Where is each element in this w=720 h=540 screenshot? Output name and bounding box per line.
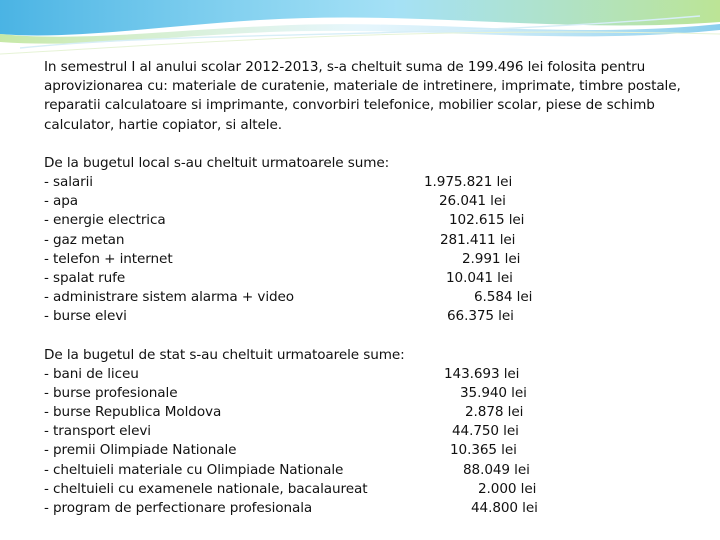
- expense-label: - premii Olimpiade Nationale: [44, 442, 237, 459]
- expense-value: 2.000 lei: [478, 480, 537, 497]
- list-item: [44, 269, 704, 288]
- expense-value: 26.041 lei: [439, 193, 506, 210]
- list-item: [44, 250, 704, 269]
- expense-value: 35.940 lei: [460, 384, 527, 401]
- expense-label: - burse profesionale: [44, 384, 178, 401]
- state-budget-list: [44, 365, 704, 519]
- expense-label: - gaz metan: [44, 231, 125, 248]
- state-budget-section: [44, 346, 704, 519]
- state-budget-title: De la bugetul de stat s-au cheltuit urmatoarele sume:: [44, 346, 405, 363]
- expense-value: 88.049 lei: [463, 461, 530, 478]
- intro-line: aprovizionarea cu: materiale de curatenie, materiale de intretinere, imprimate, timbre postale,: [44, 78, 681, 95]
- local-budget-section: [44, 154, 704, 327]
- expense-value: 102.615 lei: [449, 212, 525, 229]
- expense-label: - transport elevi: [44, 423, 151, 440]
- expense-label: - telefon + internet: [44, 250, 173, 267]
- list-item: [44, 461, 704, 480]
- list-item: [44, 441, 704, 460]
- list-item: [44, 231, 704, 250]
- expense-label: - apa: [44, 193, 79, 210]
- list-item: [44, 192, 704, 211]
- intro-line: reparatii calculatoare si imprimante, convorbiri telefonice, mobilier scolar, piese de schimb: [44, 97, 655, 114]
- expense-value: 10.041 lei: [446, 269, 513, 286]
- local-budget-title: De la bugetul local s-au cheltuit urmatoarele sume:: [44, 154, 390, 171]
- expense-value: 143.693 lei: [444, 365, 520, 382]
- list-item: [44, 211, 704, 230]
- expense-value: 44.800 lei: [471, 500, 538, 517]
- list-item: [44, 307, 704, 326]
- expense-label: - cheltuieli cu examenele nationale, bacalaureat: [44, 480, 368, 497]
- intro-line: calculator, hartie copiator, si altele.: [44, 116, 282, 133]
- list-item: [44, 173, 704, 192]
- expense-label: - burse elevi: [44, 308, 127, 325]
- list-item: [44, 422, 704, 441]
- expense-label: - cheltuieli materiale cu Olimpiade Nationale: [44, 461, 344, 478]
- local-budget-list: [44, 173, 704, 327]
- expense-label: - spalat rufe: [44, 269, 126, 286]
- intro-line: In semestrul I al anului scolar 2012-2013, s-a cheltuit suma de 199.496 lei folosita pentru: [44, 59, 646, 75]
- expense-label: - administrare sistem alarma + video: [44, 289, 295, 306]
- list-item: [44, 499, 704, 518]
- expense-value: 66.375 lei: [447, 308, 514, 325]
- list-item: [44, 384, 704, 403]
- expense-value: 1.975.821 lei: [424, 174, 513, 191]
- list-item: [44, 403, 704, 422]
- expense-value: 2.878 lei: [465, 404, 524, 421]
- expense-label: - burse Republica Moldova: [44, 404, 222, 421]
- intro-paragraph: [44, 58, 704, 135]
- slide-content: [44, 58, 704, 518]
- expense-label: - salarii: [44, 174, 93, 191]
- list-item: [44, 365, 704, 384]
- expense-value: 10.365 lei: [450, 442, 517, 459]
- expense-label: - energie electrica: [44, 212, 166, 229]
- expense-label: - program de perfectionare profesionala: [44, 500, 313, 517]
- expense-value: 281.411 lei: [440, 231, 516, 248]
- expense-value: 44.750 lei: [452, 423, 519, 440]
- expense-value: 6.584 lei: [474, 289, 533, 306]
- expense-value: 2.991 lei: [462, 250, 521, 267]
- list-item: [44, 288, 704, 307]
- expense-label: - bani de liceu: [44, 365, 139, 382]
- list-item: [44, 480, 704, 499]
